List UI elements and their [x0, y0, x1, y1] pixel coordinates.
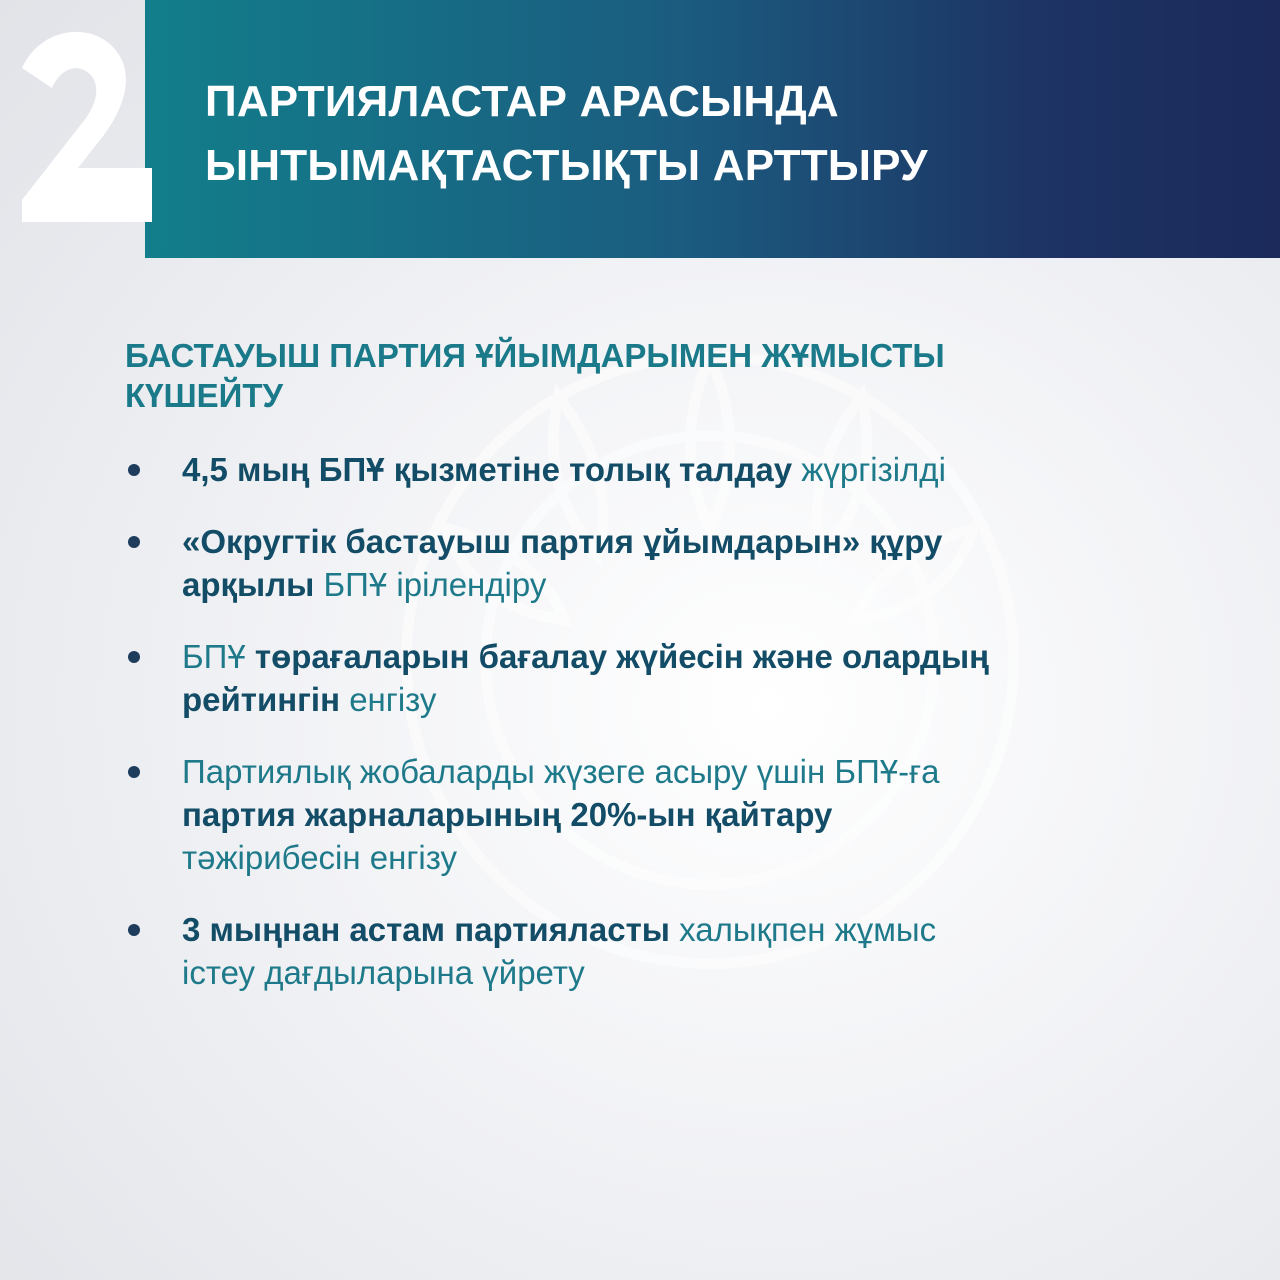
bullet-text: БПҰ ірілендіру [314, 566, 547, 603]
bullet-dot-icon [128, 464, 140, 476]
bullet-dot-icon [128, 924, 140, 936]
bullet-dot-icon [128, 536, 140, 548]
bullet-item [120, 908, 1220, 994]
bullet-item [120, 750, 1220, 879]
bullet-dot-icon [128, 651, 140, 663]
section-number-graphic [0, 0, 200, 270]
bullet-text: Партиялық жобаларды жүзеге асыру үшін БПҰ-ға [182, 753, 940, 790]
bullet-item [120, 635, 1220, 721]
bullet-dot-icon [128, 766, 140, 778]
bullet-bold-text: төрағаларын бағалау жүйесін және олардың [254, 638, 990, 675]
bullet-bold-text: партия жарналарының 20%-ын қайтару [182, 796, 833, 833]
bullet-list [120, 448, 1220, 1023]
bullet-text: істеу дағдыларына үйрету [182, 954, 585, 991]
page-title-line-2: ЫНТЫМАҚТАСТЫҚТЫ АРТТЫРУ [205, 141, 928, 190]
section-heading-line-2: КҮШЕЙТУ [125, 377, 284, 414]
bullet-bold-text: 3 мыңнан астам партияласты [182, 911, 670, 948]
section-heading [125, 336, 1175, 416]
bullet-text: БПҰ [182, 638, 255, 675]
bullet-bold-text: рейтингін [182, 681, 341, 718]
section-heading-line-1: БАСТАУЫШ ПАРТИЯ ҰЙЫМДАРЫМЕН ЖҰМЫСТЫ [125, 337, 945, 374]
bullet-text: жүргізілді [792, 451, 946, 488]
bullet-bold-text: арқылы [182, 566, 315, 603]
bullet-text: тәжірибесін енгізу [182, 839, 457, 876]
page-title [205, 70, 1205, 198]
bullet-bold-text: 4,5 мың БПҰ қызметіне толық талдау [182, 451, 793, 488]
bullet-item [120, 448, 1220, 491]
page-title-line-1: ПАРТИЯЛАСТАР АРАСЫНДА [205, 77, 839, 126]
bullet-text: енгізу [340, 681, 437, 718]
bullet-bold-text: «Округтік бастауыш партия ұйымдарын» құру [182, 523, 943, 560]
bullet-text: халықпен жұмыс [669, 911, 937, 948]
bullet-item [120, 520, 1220, 606]
